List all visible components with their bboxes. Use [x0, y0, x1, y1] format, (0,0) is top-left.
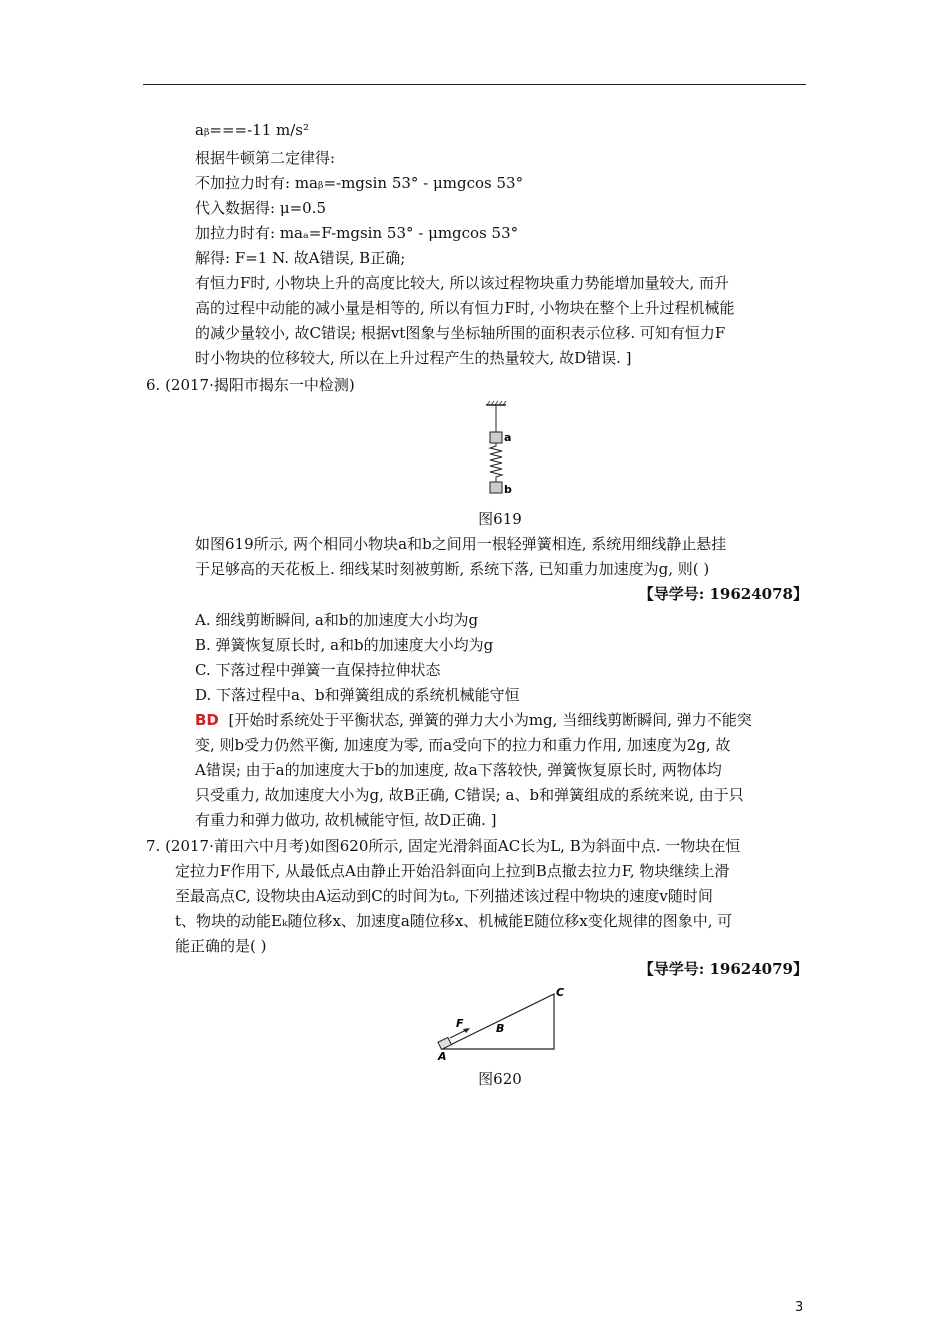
text-line: 解得: F=1 N. 故A错误, B正确; — [195, 249, 406, 267]
text-line: 不加拉力时有: maᵦ=-mgsin 53° - μmgcos 53° — [195, 174, 524, 192]
figure-619-caption: 图619 — [478, 510, 522, 528]
text-line: 代入数据得: μ=0.5 — [195, 199, 326, 217]
option-c: C. 下落过程中弹簧一直保持拉伸状态 — [195, 661, 441, 679]
question-6-header: 6. (2017·揭阳市揭东一中检测) — [146, 376, 355, 394]
label-c: C — [556, 986, 565, 999]
explanation-line: 变, 则b受力仍然平衡, 加速度为零, 而a受向下的拉力和重力作用, 加速度为2g, 故 — [195, 736, 731, 754]
text-line: 根据牛顿第二定律得: — [195, 149, 336, 167]
question-7-stem: 能正确的是( ) — [175, 937, 267, 955]
label-a: a — [504, 431, 512, 444]
question-7-stem: 7. (2017·莆田六中月考)如图620所示, 固定光滑斜面AC长为L, B为斜面中点. 一物块在恒 — [146, 837, 741, 855]
question-6-stem: 于足够高的天花板上. 细线某时刻被剪断, 系统下落, 已知重力加速度为g, 则( ) — [195, 560, 710, 578]
text-line: 高的过程中动能的减小量是相等的, 所以有恒力F时, 小物块在整个上升过程机械能 — [195, 299, 735, 317]
text-line: aᵦ===-11 m/s² — [195, 121, 310, 139]
text-line: 有恒力F时, 小物块上升的高度比较大, 所以该过程物块重力势能增加量较大, 而升 — [195, 274, 730, 292]
label-f: F — [456, 1017, 464, 1030]
question-7-stem: 至最高点C, 设物块由A运动到C的时间为t₀, 下列描述该过程中物块的速度v随时间 — [175, 887, 713, 905]
explanation-line: A错误; 由于a的加速度大于b的加速度, 故a下落较快, 弹簧恢复原长时, 两物体均 — [195, 761, 722, 779]
slider-block — [438, 1037, 451, 1049]
option-b: B. 弹簧恢复原长时, a和b的加速度大小均为g — [195, 636, 494, 654]
option-d: D. 下落过程中a、b和弹簧组成的系统机械能守恒 — [195, 686, 520, 704]
figure-620-caption: 图620 — [478, 1070, 522, 1088]
header-rule — [143, 84, 806, 85]
text-line: 加拉力时有: maₐ=F-mgsin 53° - μmgcos 53° — [195, 224, 519, 242]
figure-620-incline-diagram — [430, 982, 570, 1062]
guide-number: 【导学号: 19624079】 — [638, 960, 808, 978]
guide-number: 【导学号: 19624078】 — [638, 585, 808, 603]
block-b — [490, 482, 502, 493]
explanation-line: 有重力和弹力做功, 故机械能守恒, 故D正确. ] — [195, 811, 497, 829]
text-line: 的减少量较小, 故C错误; 根据vt图象与坐标轴所围的面积表示位移. 可知有恒力F — [195, 324, 726, 342]
explanation-text: [开始时系统处于平衡状态, 弹簧的弹力大小为mg, 当细线剪断瞬间, 弹力不能突 — [228, 711, 752, 729]
block-a — [490, 432, 502, 443]
label-b: B — [496, 1022, 505, 1035]
question-7-stem: t、物块的动能Eₖ随位移x、加速度a随位移x、机械能E随位移x变化规律的图象中, 可 — [175, 912, 733, 930]
label-a: A — [438, 1050, 447, 1063]
text-line: 时小物块的位移较大, 所以在上升过程产生的热量较大, 故D错误. ] — [195, 349, 632, 367]
option-a: A. 细线剪断瞬间, a和b的加速度大小均为g — [195, 611, 479, 629]
label-b: b — [504, 483, 512, 496]
answer-explanation-line — [195, 709, 752, 731]
question-7-stem: 定拉力F作用下, 从最低点A由静止开始沿斜面向上拉到B点撤去拉力F, 物块继续上滑 — [175, 862, 730, 880]
figure-619-spring-diagram — [482, 398, 532, 498]
page-number: 3 — [795, 1300, 804, 1315]
answer-label: BD — [195, 711, 219, 729]
spring — [490, 443, 502, 482]
question-6-stem: 如图619所示, 两个相同小物块a和b之间用一根轻弹簧相连, 系统用细线静止悬挂 — [195, 535, 727, 553]
explanation-line: 只受重力, 故加速度大小为g, 故B正确, C错误; a、b和弹簧组成的系统来说, 由于只 — [195, 786, 744, 804]
